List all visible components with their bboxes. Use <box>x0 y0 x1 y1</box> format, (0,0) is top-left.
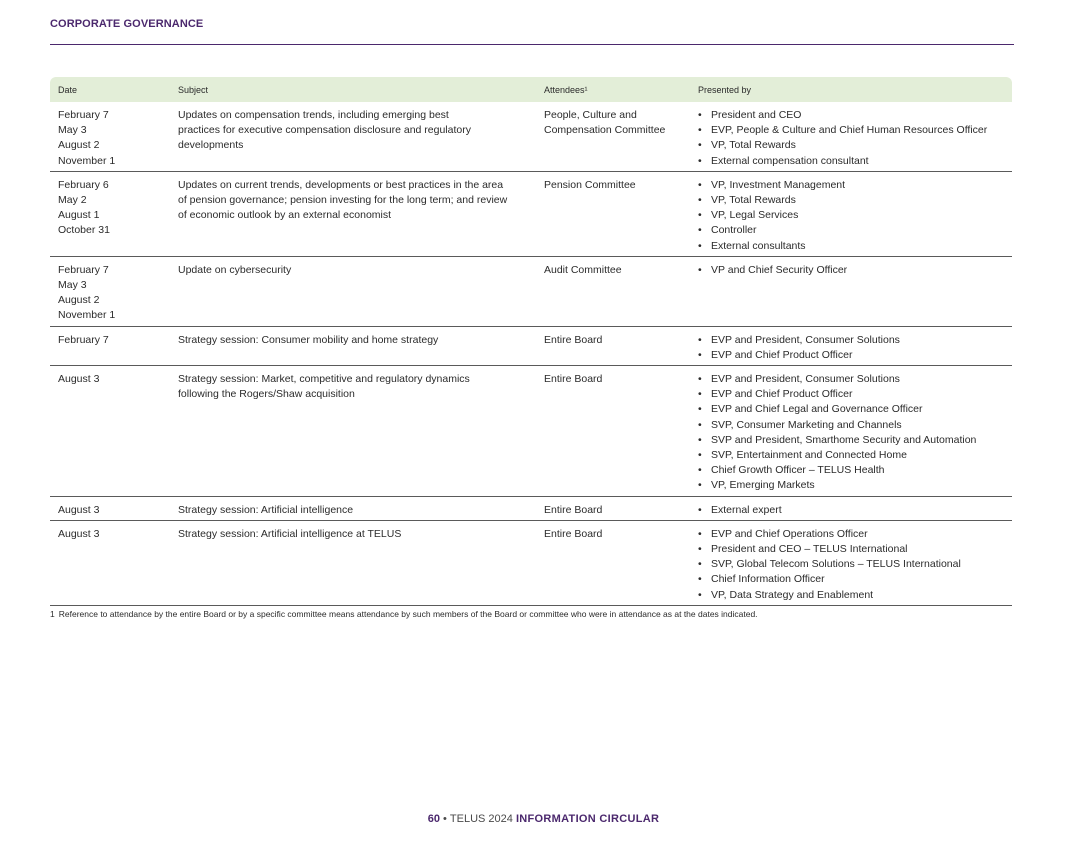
date-cell <box>50 171 170 256</box>
subject-text: Update on cybersecurity <box>178 263 292 276</box>
presenter-list <box>698 372 1004 494</box>
session-date: August 2 <box>58 294 100 307</box>
presenter-item: • VP, Investment Management <box>698 178 1004 193</box>
attendees-text: Audit Committee <box>544 263 622 276</box>
session-date: February 7 <box>58 333 109 346</box>
presenter-item: • SVP, Global Telecom Solutions – TELUS International <box>698 557 1004 572</box>
column-header-presented-by: Presented by <box>690 77 1012 102</box>
table-row <box>50 102 1012 171</box>
session-date: February 7 <box>58 263 109 276</box>
subject-text: Strategy session: Artificial intelligence <box>178 503 354 516</box>
presenter-item: • Controller <box>698 223 1004 238</box>
presenter-item: • President and CEO <box>698 108 1004 123</box>
presenter-list <box>698 108 1004 169</box>
subject-cell <box>170 171 536 256</box>
session-date: August 3 <box>58 503 100 516</box>
presenter-item: • EVP and President, Consumer Solutions <box>698 333 1004 348</box>
presenter-item: • SVP, Consumer Marketing and Channels <box>698 418 1004 433</box>
subject-cell <box>170 496 536 520</box>
session-date: May 2 <box>58 194 87 207</box>
date-cell <box>50 102 170 171</box>
presenter-item: • SVP and President, Smarthome Security and Automation <box>698 433 1004 448</box>
presented-by-cell <box>690 366 1012 497</box>
presenter-item: • SVP, Entertainment and Connected Home <box>698 448 1004 463</box>
date-cell <box>50 496 170 520</box>
presenter-item: • VP, Data Strategy and Enablement <box>698 588 1004 603</box>
presenter-item: • EVP and President, Consumer Solutions <box>698 372 1004 387</box>
subject-text: following the Rogers/Shaw acquisition <box>178 388 355 401</box>
subject-text: Strategy session: Market, competitive and regulatory dynamics <box>178 373 470 386</box>
presented-by-cell <box>690 326 1012 365</box>
footnote-number: 1 <box>50 609 55 619</box>
footnote-text: Reference to attendance by the entire Board or by a specific committee means attendance by such members of the Board or committee who were in attendance as at the dates indicated. <box>58 609 758 619</box>
subject-cell <box>170 366 536 497</box>
presented-by-cell <box>690 102 1012 171</box>
session-date: May 3 <box>58 279 87 292</box>
date-cell <box>50 326 170 365</box>
table-body <box>50 102 1012 605</box>
presenter-list <box>698 503 1004 518</box>
attendees-cell <box>536 171 690 256</box>
attendees-text: Entire Board <box>544 333 603 346</box>
presenter-list <box>698 527 1004 603</box>
education-sessions-table <box>50 77 1012 606</box>
attendees-cell <box>536 366 690 497</box>
column-header-date: Date <box>50 77 170 102</box>
presenter-item: • External expert <box>698 503 1004 518</box>
presented-by-cell <box>690 256 1012 326</box>
table-row <box>50 496 1012 520</box>
subject-text: of economic outlook by an external economist <box>178 209 392 222</box>
subject-text: Updates on current trends, developments or best practices in the area <box>178 178 504 191</box>
presented-by-cell <box>690 496 1012 520</box>
session-date: May 3 <box>58 124 87 137</box>
footer-company: TELUS 2024 <box>449 813 513 825</box>
attendees-cell <box>536 496 690 520</box>
date-cell <box>50 256 170 326</box>
footnote <box>50 609 758 619</box>
session-date: August 3 <box>58 527 100 540</box>
presenter-item: • VP, Total Rewards <box>698 193 1004 208</box>
attendees-text: Entire Board <box>544 527 603 540</box>
presenter-item: • Chief Information Officer <box>698 572 1004 587</box>
attendees-cell <box>536 326 690 365</box>
presenter-list <box>698 263 1004 278</box>
education-sessions-table-container <box>50 77 1012 606</box>
page-number: 60 <box>427 813 441 825</box>
section-title: CORPORATE GOVERNANCE <box>50 18 204 30</box>
presenter-item: • VP and Chief Security Officer <box>698 263 1004 278</box>
subject-text: practices for executive compensation disclosure and regulatory <box>178 124 471 137</box>
column-header-attendees: Attendees¹ <box>536 77 690 102</box>
presenter-item: • Chief Growth Officer – TELUS Health <box>698 463 1004 478</box>
presenter-list <box>698 333 1004 363</box>
presenter-item: • External consultants <box>698 239 1004 254</box>
presenter-item: • EVP, People & Culture and Chief Human Resources Officer <box>698 123 1004 138</box>
table-header-row <box>50 77 1012 102</box>
column-header-subject: Subject <box>170 77 536 102</box>
session-date: February 6 <box>58 178 109 191</box>
table-row <box>50 256 1012 326</box>
session-date: November 1 <box>58 309 116 322</box>
subject-text: developments <box>178 139 244 152</box>
subject-text: of pension governance; pension investing for the long term; and review <box>178 194 508 207</box>
presenter-item: • EVP and Chief Legal and Governance Officer <box>698 402 1004 417</box>
session-date: August 2 <box>58 139 100 152</box>
presenter-item: • External compensation consultant <box>698 154 1004 169</box>
session-date: August 3 <box>58 373 100 386</box>
subject-cell <box>170 256 536 326</box>
presenter-item: • EVP and Chief Product Officer <box>698 348 1004 363</box>
subject-text: Strategy session: Consumer mobility and home strategy <box>178 333 439 346</box>
date-cell <box>50 366 170 497</box>
subject-cell <box>170 102 536 171</box>
presenter-item: • President and CEO – TELUS International <box>698 542 1004 557</box>
subject-text: Strategy session: Artificial intelligence at TELUS <box>178 527 402 540</box>
attendees-text: Entire Board <box>544 503 603 516</box>
attendees-text: People, Culture and <box>544 109 637 121</box>
presenter-item: • VP, Legal Services <box>698 208 1004 223</box>
presented-by-cell <box>690 520 1012 605</box>
presenter-item: • VP, Emerging Markets <box>698 478 1004 493</box>
page-footer <box>0 813 1087 825</box>
table-row <box>50 366 1012 497</box>
table-row <box>50 326 1012 365</box>
session-date: February 7 <box>58 109 109 121</box>
subject-cell <box>170 520 536 605</box>
attendees-cell <box>536 520 690 605</box>
presenter-item: • EVP and Chief Operations Officer <box>698 527 1004 542</box>
footer-separator: • <box>443 813 447 825</box>
attendees-text: Pension Committee <box>544 178 636 191</box>
title-divider <box>50 44 1014 45</box>
presenter-list <box>698 178 1004 254</box>
subject-text: Updates on compensation trends, including emerging best <box>178 109 449 121</box>
table-row <box>50 171 1012 256</box>
subject-cell <box>170 326 536 365</box>
table-row <box>50 520 1012 605</box>
presenter-item: • VP, Total Rewards <box>698 138 1004 153</box>
attendees-text: Entire Board <box>544 373 603 386</box>
attendees-text: Compensation Committee <box>544 124 666 137</box>
session-date: October 31 <box>58 224 110 237</box>
footer-document-title: INFORMATION CIRCULAR <box>515 813 660 825</box>
session-date: November 1 <box>58 154 116 167</box>
date-cell <box>50 520 170 605</box>
presenter-item: • EVP and Chief Product Officer <box>698 387 1004 402</box>
presented-by-cell <box>690 171 1012 256</box>
session-date: August 1 <box>58 209 100 222</box>
attendees-cell <box>536 102 690 171</box>
attendees-cell <box>536 256 690 326</box>
